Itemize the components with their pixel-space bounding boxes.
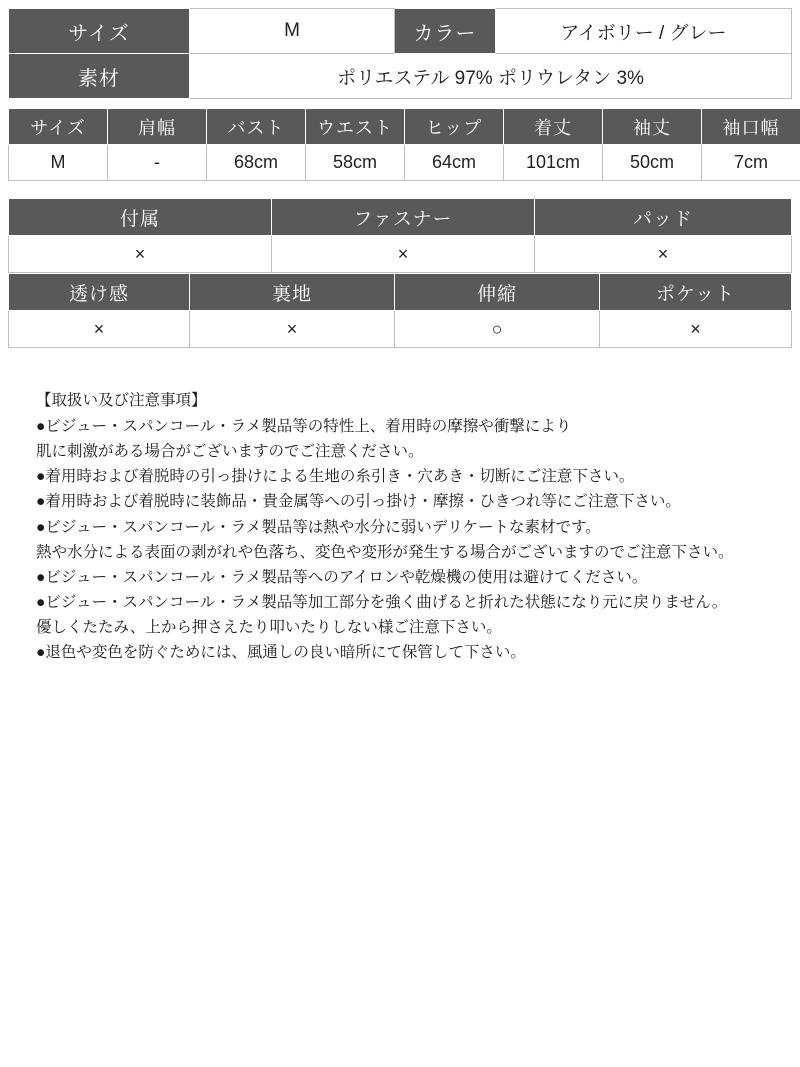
table-row bbox=[9, 9, 792, 54]
value-shoulder: - bbox=[108, 145, 207, 181]
value-stretch: ○ bbox=[395, 311, 600, 348]
care-notes-title: 【取扱い及び注意事項】 bbox=[36, 392, 207, 409]
care-note-line: 熱や水分による表面の剥がれや色落ち、変色や変形が発生する場合がございますのでご注意下さい。 bbox=[36, 543, 734, 561]
table-row-headers bbox=[9, 199, 792, 236]
care-note-line: ●着用時および着脱時の引っ掛けによる生地の糸引き・穴あき・切断にご注意下さい。 bbox=[36, 468, 635, 486]
col-header-zipper: ファスナー bbox=[272, 199, 535, 236]
value-sleeve-length: 50cm bbox=[603, 145, 702, 181]
value-pad: × bbox=[535, 236, 792, 273]
care-note-line: ●ビジュー・スパンコール・ラメ製品等加工部分を強く曲げると折れた状態になり元に戻りません。 bbox=[36, 593, 728, 611]
table-row-values bbox=[9, 311, 792, 348]
care-note-line: ●ビジュー・スパンコール・ラメ製品等へのアイロンや乾燥機の使用は避けてください。 bbox=[36, 568, 648, 586]
care-note-line: ●ビジュー・スパンコール・ラメ製品等は熱や水分に弱いデリケートな素材です。 bbox=[36, 518, 601, 536]
value-lining: × bbox=[190, 311, 395, 348]
label-color: カラー bbox=[395, 9, 496, 54]
value-accessory: × bbox=[9, 236, 272, 273]
value-waist: 58cm bbox=[306, 145, 405, 181]
col-header-stretch: 伸縮 bbox=[395, 274, 600, 311]
table-row bbox=[9, 54, 792, 99]
value-size: M bbox=[9, 145, 108, 181]
table-row-values bbox=[9, 236, 792, 273]
value-cuff-width: 7cm bbox=[702, 145, 800, 181]
table-row-headers bbox=[9, 109, 800, 145]
col-header-length: 着丈 bbox=[504, 109, 603, 145]
care-note-line: ●ビジュー・スパンコール・ラメ製品等の特性上、着用時の摩擦や衝撃により bbox=[36, 418, 572, 436]
label-size: サイズ bbox=[9, 9, 190, 54]
measurement-table bbox=[8, 108, 800, 181]
col-header-sleeve-length: 袖丈 bbox=[603, 109, 702, 145]
care-note-line: ●着用時および着脱時に装飾品・貴金属等への引っ掛け・摩擦・ひきつれ等にご注意下さい。 bbox=[36, 493, 681, 511]
care-note-line: 肌に刺激がある場合がございますのでご注意ください。 bbox=[36, 443, 424, 461]
col-header-size: サイズ bbox=[9, 109, 108, 145]
value-size: M bbox=[190, 9, 395, 54]
attribute-table-b bbox=[8, 273, 792, 348]
value-pocket: × bbox=[600, 311, 792, 348]
value-material: ポリエステル 97% ポリウレタン 3% bbox=[190, 54, 792, 99]
value-bust: 68cm bbox=[207, 145, 306, 181]
care-note-line: 優しくたたみ、上から押さえたり叩いたりしない様ご注意下さい。 bbox=[36, 618, 502, 636]
col-header-pad: パッド bbox=[535, 199, 792, 236]
col-header-sheerness: 透け感 bbox=[9, 274, 190, 311]
care-note-line: ●退色や変色を防ぐためには、風通しの良い暗所にて保管して下さい。 bbox=[36, 644, 526, 662]
table-row-headers bbox=[9, 274, 792, 311]
col-header-bust: バスト bbox=[207, 109, 306, 145]
col-header-shoulder: 肩幅 bbox=[108, 109, 207, 145]
table-row-values bbox=[9, 145, 800, 181]
col-header-hip: ヒップ bbox=[405, 109, 504, 145]
label-material: 素材 bbox=[9, 54, 190, 99]
value-hip: 64cm bbox=[405, 145, 504, 181]
col-header-accessory: 付属 bbox=[9, 199, 272, 236]
col-header-lining: 裏地 bbox=[190, 274, 395, 311]
basic-spec-table bbox=[8, 8, 792, 99]
value-color: アイボリー / グレー bbox=[496, 9, 792, 54]
value-zipper: × bbox=[272, 236, 535, 273]
col-header-pocket: ポケット bbox=[600, 274, 792, 311]
value-length: 101cm bbox=[504, 145, 603, 181]
attribute-table-a bbox=[8, 198, 792, 273]
care-notes bbox=[8, 388, 792, 665]
col-header-cuff-width: 袖口幅 bbox=[702, 109, 800, 145]
value-sheerness: × bbox=[9, 311, 190, 348]
col-header-waist: ウエスト bbox=[306, 109, 405, 145]
